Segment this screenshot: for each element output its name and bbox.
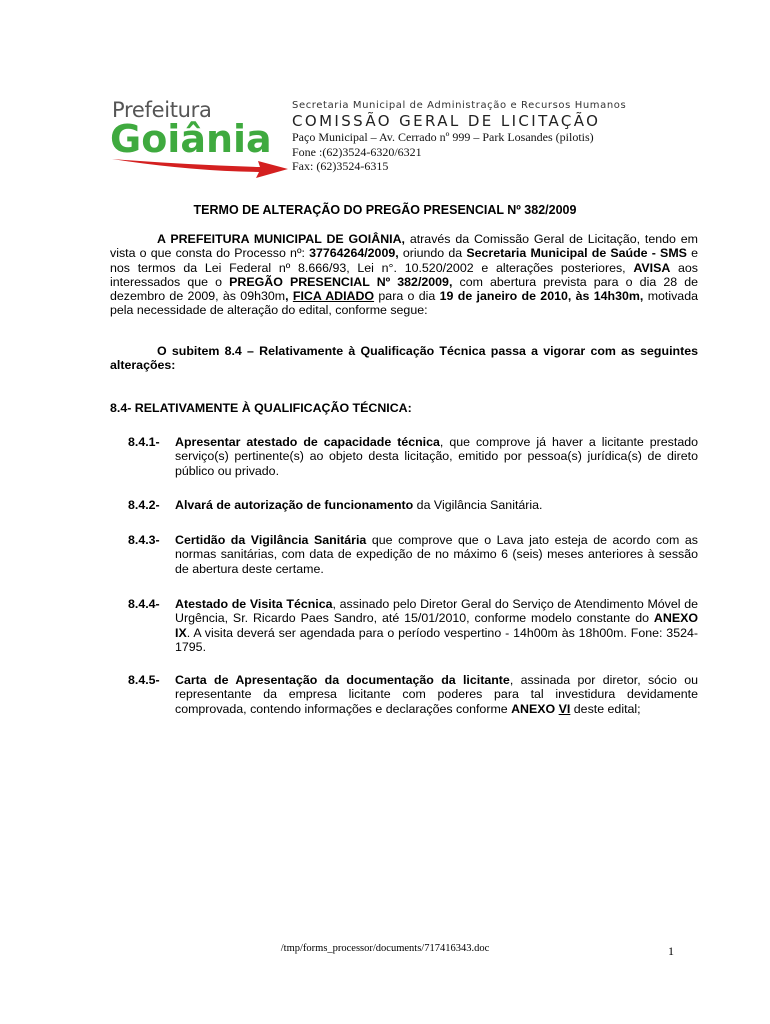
item-number: 8.4.4- <box>128 597 160 611</box>
item-anexo-number: VI <box>558 701 571 716</box>
comissao-name: COMISSÃO GERAL DE LICITAÇÃO <box>292 112 601 130</box>
subitem-paragraph <box>110 344 698 373</box>
item-anexo: ANEXO IX <box>175 611 698 640</box>
intro-text-1: através da Comissão Geral de Licitação, tendo em vista o que consta do Processo nº: <box>110 232 699 261</box>
intro-comma: , <box>285 289 293 304</box>
item-number: 8.4.2- <box>128 498 160 512</box>
item-text: que comprove que o Lava jato esteja de acordo com as normas sanitárias, com data de expedição de no máximo 6 (seis) meses anteriores à sessão de abertura deste certame. <box>175 533 698 576</box>
intro-fica-adiado: FICA ADIADO <box>292 289 375 304</box>
intro-avisa: AVISA <box>633 260 671 275</box>
intro-process-number: 37764264/2009, <box>309 246 399 261</box>
item-text-2: . A visita deverá ser agendada para o período vespertino - 14h00m às 18h00m. Fone: 3524-1795. <box>175 625 698 654</box>
item-bold: Apresentar atestado de capacidade técnica <box>175 435 440 449</box>
intro-text-4: aos interessados que o <box>110 260 698 289</box>
item-number: 8.4.5- <box>128 673 160 687</box>
intro-text-7: motivada pela necessidade de alteração do edital, conforme segue: <box>110 289 698 318</box>
section-heading: 8.4- RELATIVAMENTE À QUALIFICAÇÃO TÉCNICA: <box>110 401 412 415</box>
item-text-2: deste edital; <box>570 701 641 716</box>
item-anexo: ANEXO <box>511 701 559 716</box>
page-number: 1 <box>668 944 674 958</box>
intro-text-6: para o dia <box>374 289 440 304</box>
intro-secretaria-saude: Secretaria Municipal de Saúde - SMS <box>466 246 687 261</box>
fax-line: Fax: (62)3524-6315 <box>292 159 389 173</box>
list-item <box>128 498 698 512</box>
item-text: da Vigilância Sanitária. <box>413 498 543 512</box>
item-bold: Atestado de Visita Técnica <box>175 597 333 611</box>
intro-new-date: 19 de janeiro de 2010, às 14h30m, <box>439 289 644 304</box>
intro-text-2: oriundo da <box>398 246 467 261</box>
list-item <box>128 597 698 654</box>
intro-bold-1: A PREFEITURA MUNICIPAL DE GOIÂNIA, <box>157 232 405 246</box>
secretaria-name: Secretaria Municipal de Administração e Recursos Humanos <box>292 100 627 111</box>
item-number: 8.4.3- <box>128 533 160 547</box>
list-item <box>128 533 698 576</box>
logo-text-goiania: Goiânia <box>110 117 272 161</box>
letterhead <box>110 98 670 178</box>
list-item <box>128 673 698 716</box>
letterhead-text <box>292 100 626 174</box>
prefeitura-goiania-logo <box>110 98 290 180</box>
item-bold: Certidão da Vigilância Sanitária <box>175 533 367 547</box>
intro-paragraph <box>110 232 698 318</box>
item-text: , que comprove já haver a licitante prestado serviço(s) pertinente(s) ao objeto desta licitação, emitido por pessoa(s) jurídica(s) de direto público ou privado. <box>175 435 698 478</box>
footer-file-path: /tmp/forms_processor/documents/717416343.doc <box>280 943 490 954</box>
item-number: 8.4.1- <box>128 435 160 449</box>
intro-text-3: e nos termos da Lei Federal nº 8.666/93, Lei n°. 10.520/2002 e alterações posteriores, <box>110 246 698 275</box>
intro-pregao: PREGÃO PRESENCIAL Nº 382/2009, <box>229 274 453 289</box>
document-title: TERMO DE ALTERAÇÃO DO PREGÃO PRESENCIAL Nº 382/2009 <box>193 203 577 217</box>
intro-text-5: com abertura prevista para o dia 28 de dezembro de 2009, às 09h30m <box>110 274 698 304</box>
subitem-text: O subitem 8.4 – Relativamente à Qualificação Técnica passa a vigorar com as seguintes alterações: <box>110 344 698 373</box>
logo-text-prefeitura: Prefeitura <box>112 98 212 122</box>
red-arrow-swoosh-icon <box>110 153 290 179</box>
item-text: , assinado pelo Diretor Geral do Serviço de Atendimento Móvel de Urgência, Sr. Ricardo Paes Sandro, até 15/01/2010, conforme modelo constante do <box>175 597 698 626</box>
list-item <box>128 435 698 478</box>
address-line: Paço Municipal – Av. Cerrado nº 999 – Park Losandes (pilotis) <box>292 130 594 144</box>
item-bold: Alvará de autorização de funcionamento <box>175 498 414 512</box>
phone-line: Fone :(62)3524-6320/6321 <box>292 144 422 159</box>
item-bold: Carta de Apresentação da documentação da licitante <box>175 673 510 687</box>
item-text: , assinada por diretor, sócio ou representante da empresa licitante com poderes para tal investidura devidamente comprovada, contendo informações e declarações conforme <box>175 673 699 716</box>
